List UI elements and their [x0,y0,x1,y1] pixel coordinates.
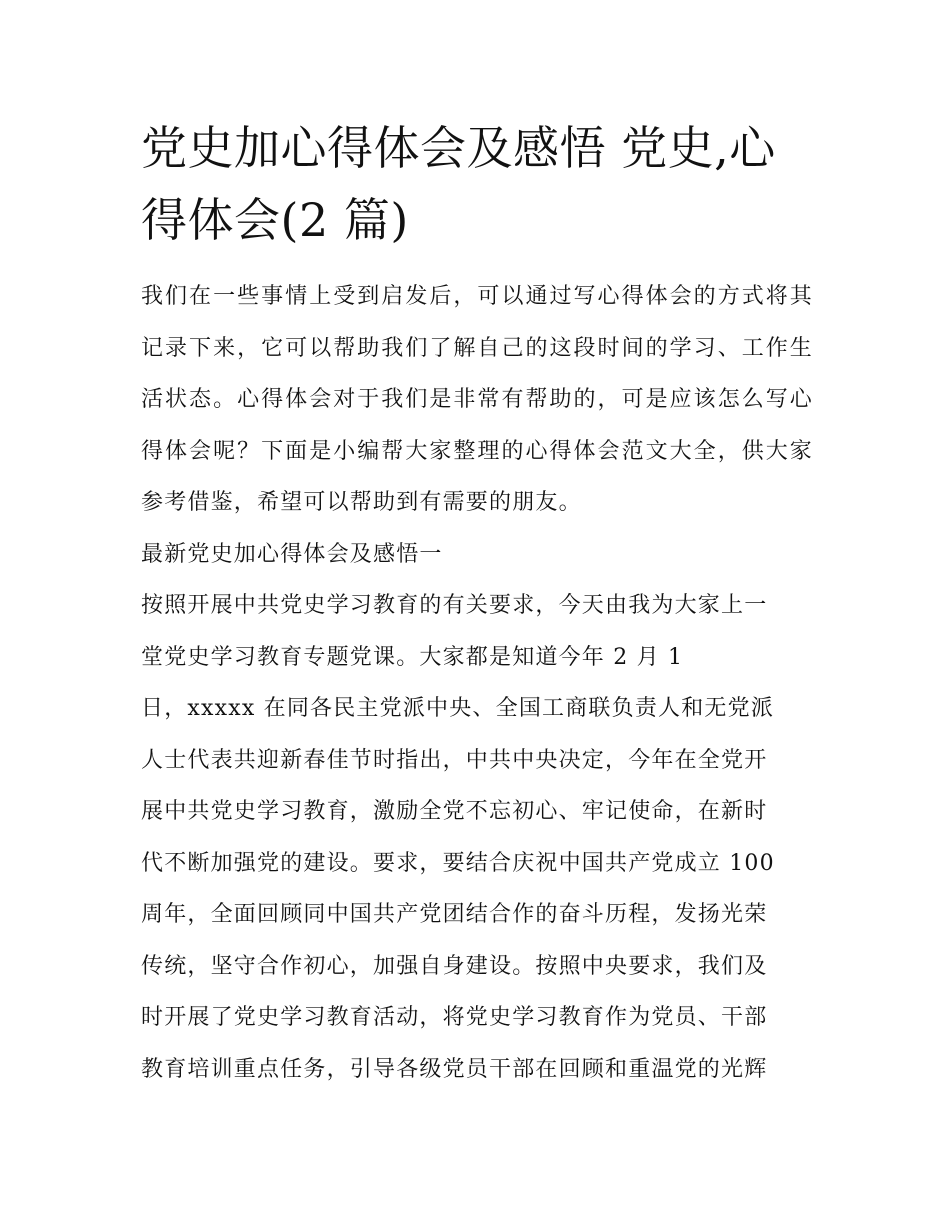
document-content [141,112,813,1095]
body-line: 教育培训重点任务，引导各级党员干部在回顾和重温党的光辉 [141,1056,768,1082]
section-heading: 最新党史加心得体会及感悟一 [141,541,443,567]
body-line: 时开展了党史学习教育活动，将党史学习教育作为党员、干部 [141,1005,768,1030]
body-line: 按照开展中共党史学习教育的有关要求，今天由我为大家上一 [141,593,768,618]
document-title: 党史加心得体会及感悟 党史,心得体会(2 篇) [141,121,776,247]
body-text [141,580,813,1095]
body-line: 代不断加强党的建设。要求，要结合庆祝中国共产党成立 100 [141,850,775,876]
intro-paragraph: 我们在一些事情上受到启发后，可以通过写心得体会的方式将其记录下来，它可以帮助我们了解自己的这段时间的学习、工作生活状态。心得体会对于我们是非常有帮助的，可是应该怎么写心得体会呢？下面是小编帮大家整理的心得体会范文大全，供大家参考借鉴，希望可以帮助到有需要的朋友。 [141,284,813,515]
body-line: 日，xxxxx 在同各民主党派中央、全国工商联负责人和无党派 [141,696,775,721]
body-line: 人士代表共迎新春佳节时指出，中共中央决定，今年在全党开 [141,747,768,773]
body-line: 展中共党史学习教育，激励全党不忘初心、牢记使命，在新时 [141,799,768,824]
body-line: 周年，全面回顾同中国共产党团结合作的奋斗历程，发扬光荣 [141,902,768,927]
body-line: 堂党史学习教育专题党课。大家都是知道今年 2 月 1 [141,644,684,670]
body-line: 传统，坚守合作初心，加强自身建设。按照中央要求，我们及 [141,953,768,979]
